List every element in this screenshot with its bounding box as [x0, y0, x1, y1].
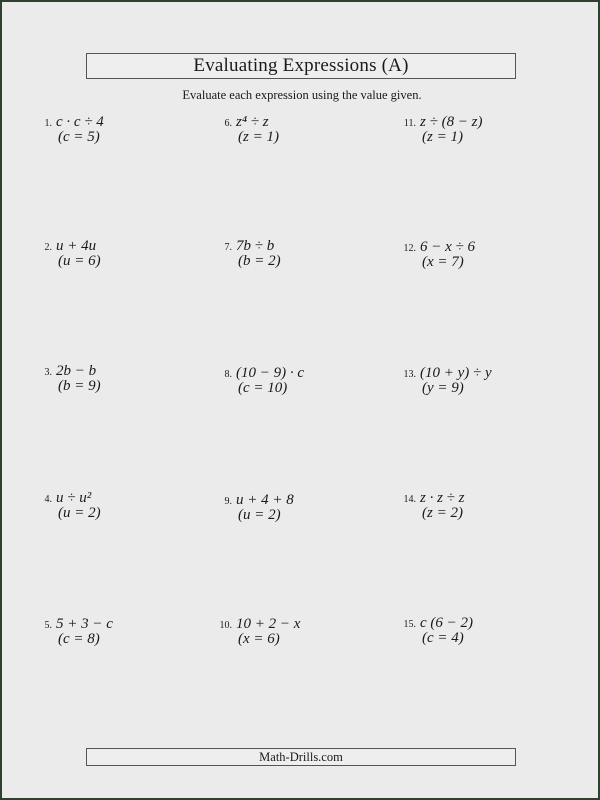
problem-number: 4. [44, 494, 52, 505]
problem-expression: 10 + 2 − x [236, 616, 301, 632]
problem-expression: (10 − 9) · c [236, 365, 305, 381]
problem-given-value: (y = 9) [422, 380, 464, 396]
worksheet-instructions: Evaluate each expression using the value given. [182, 88, 422, 102]
problem-given-value: (z = 2) [422, 505, 463, 521]
problem-number: 5. [44, 620, 52, 631]
problem-number: 14. [403, 494, 416, 505]
problem-given-value: (b = 9) [58, 378, 101, 394]
problem-expression: 6 − x ÷ 6 [420, 239, 476, 255]
problem-number: 1. [44, 118, 52, 129]
problem-number: 9. [224, 496, 232, 507]
problem-expression: z⁴ ÷ z [236, 114, 269, 130]
problem-given-value: (c = 4) [422, 630, 464, 646]
problem-expression: (10 + y) ÷ y [420, 365, 492, 381]
problem-number: 7. [224, 242, 232, 253]
problem-number: 12. [403, 243, 416, 254]
problem-given-value: (u = 6) [58, 253, 101, 269]
problem-given-value: (c = 8) [58, 631, 100, 647]
footer-box [86, 748, 516, 766]
problem-given-value: (b = 2) [238, 253, 281, 269]
problem-expression: u + 4u [56, 238, 97, 254]
problem-number: 10. [219, 620, 232, 631]
problem-given-value: (u = 2) [238, 507, 281, 523]
problem-expression: u + 4 + 8 [236, 492, 294, 508]
problem-given-value: (c = 10) [238, 380, 288, 396]
problem-given-value: (z = 1) [238, 129, 279, 145]
problem-number: 6. [224, 118, 232, 129]
worksheet-title-box [86, 53, 516, 79]
problem-expression: 5 + 3 − c [56, 616, 113, 632]
problem-expression: 7b ÷ b [236, 238, 275, 254]
problem-expression: c (6 − 2) [420, 615, 474, 631]
problem-expression: c · c ÷ 4 [56, 114, 104, 130]
worksheet-title: Evaluating Expressions (A) [193, 55, 409, 76]
problem-number: 3. [44, 367, 52, 378]
problem-number: 13. [403, 369, 416, 380]
problem-number: 2. [44, 242, 52, 253]
problem-expression: 2b − b [56, 363, 97, 379]
problem-number: 8. [224, 369, 232, 380]
problem-given-value: (z = 1) [422, 129, 463, 145]
problem-expression: z · z ÷ z [420, 490, 465, 506]
problem-given-value: (x = 6) [238, 631, 280, 647]
problem-number: 11. [403, 118, 416, 129]
problem-given-value: (c = 5) [58, 129, 100, 145]
problem-expression: u ÷ u² [56, 490, 92, 506]
problem-given-value: (x = 7) [422, 254, 464, 270]
problem-expression: z ÷ (8 − z) [420, 114, 483, 130]
problem-given-value: (u = 2) [58, 505, 101, 521]
footer-text: Math-Drills.com [259, 749, 343, 764]
problem-number: 15. [403, 619, 416, 630]
